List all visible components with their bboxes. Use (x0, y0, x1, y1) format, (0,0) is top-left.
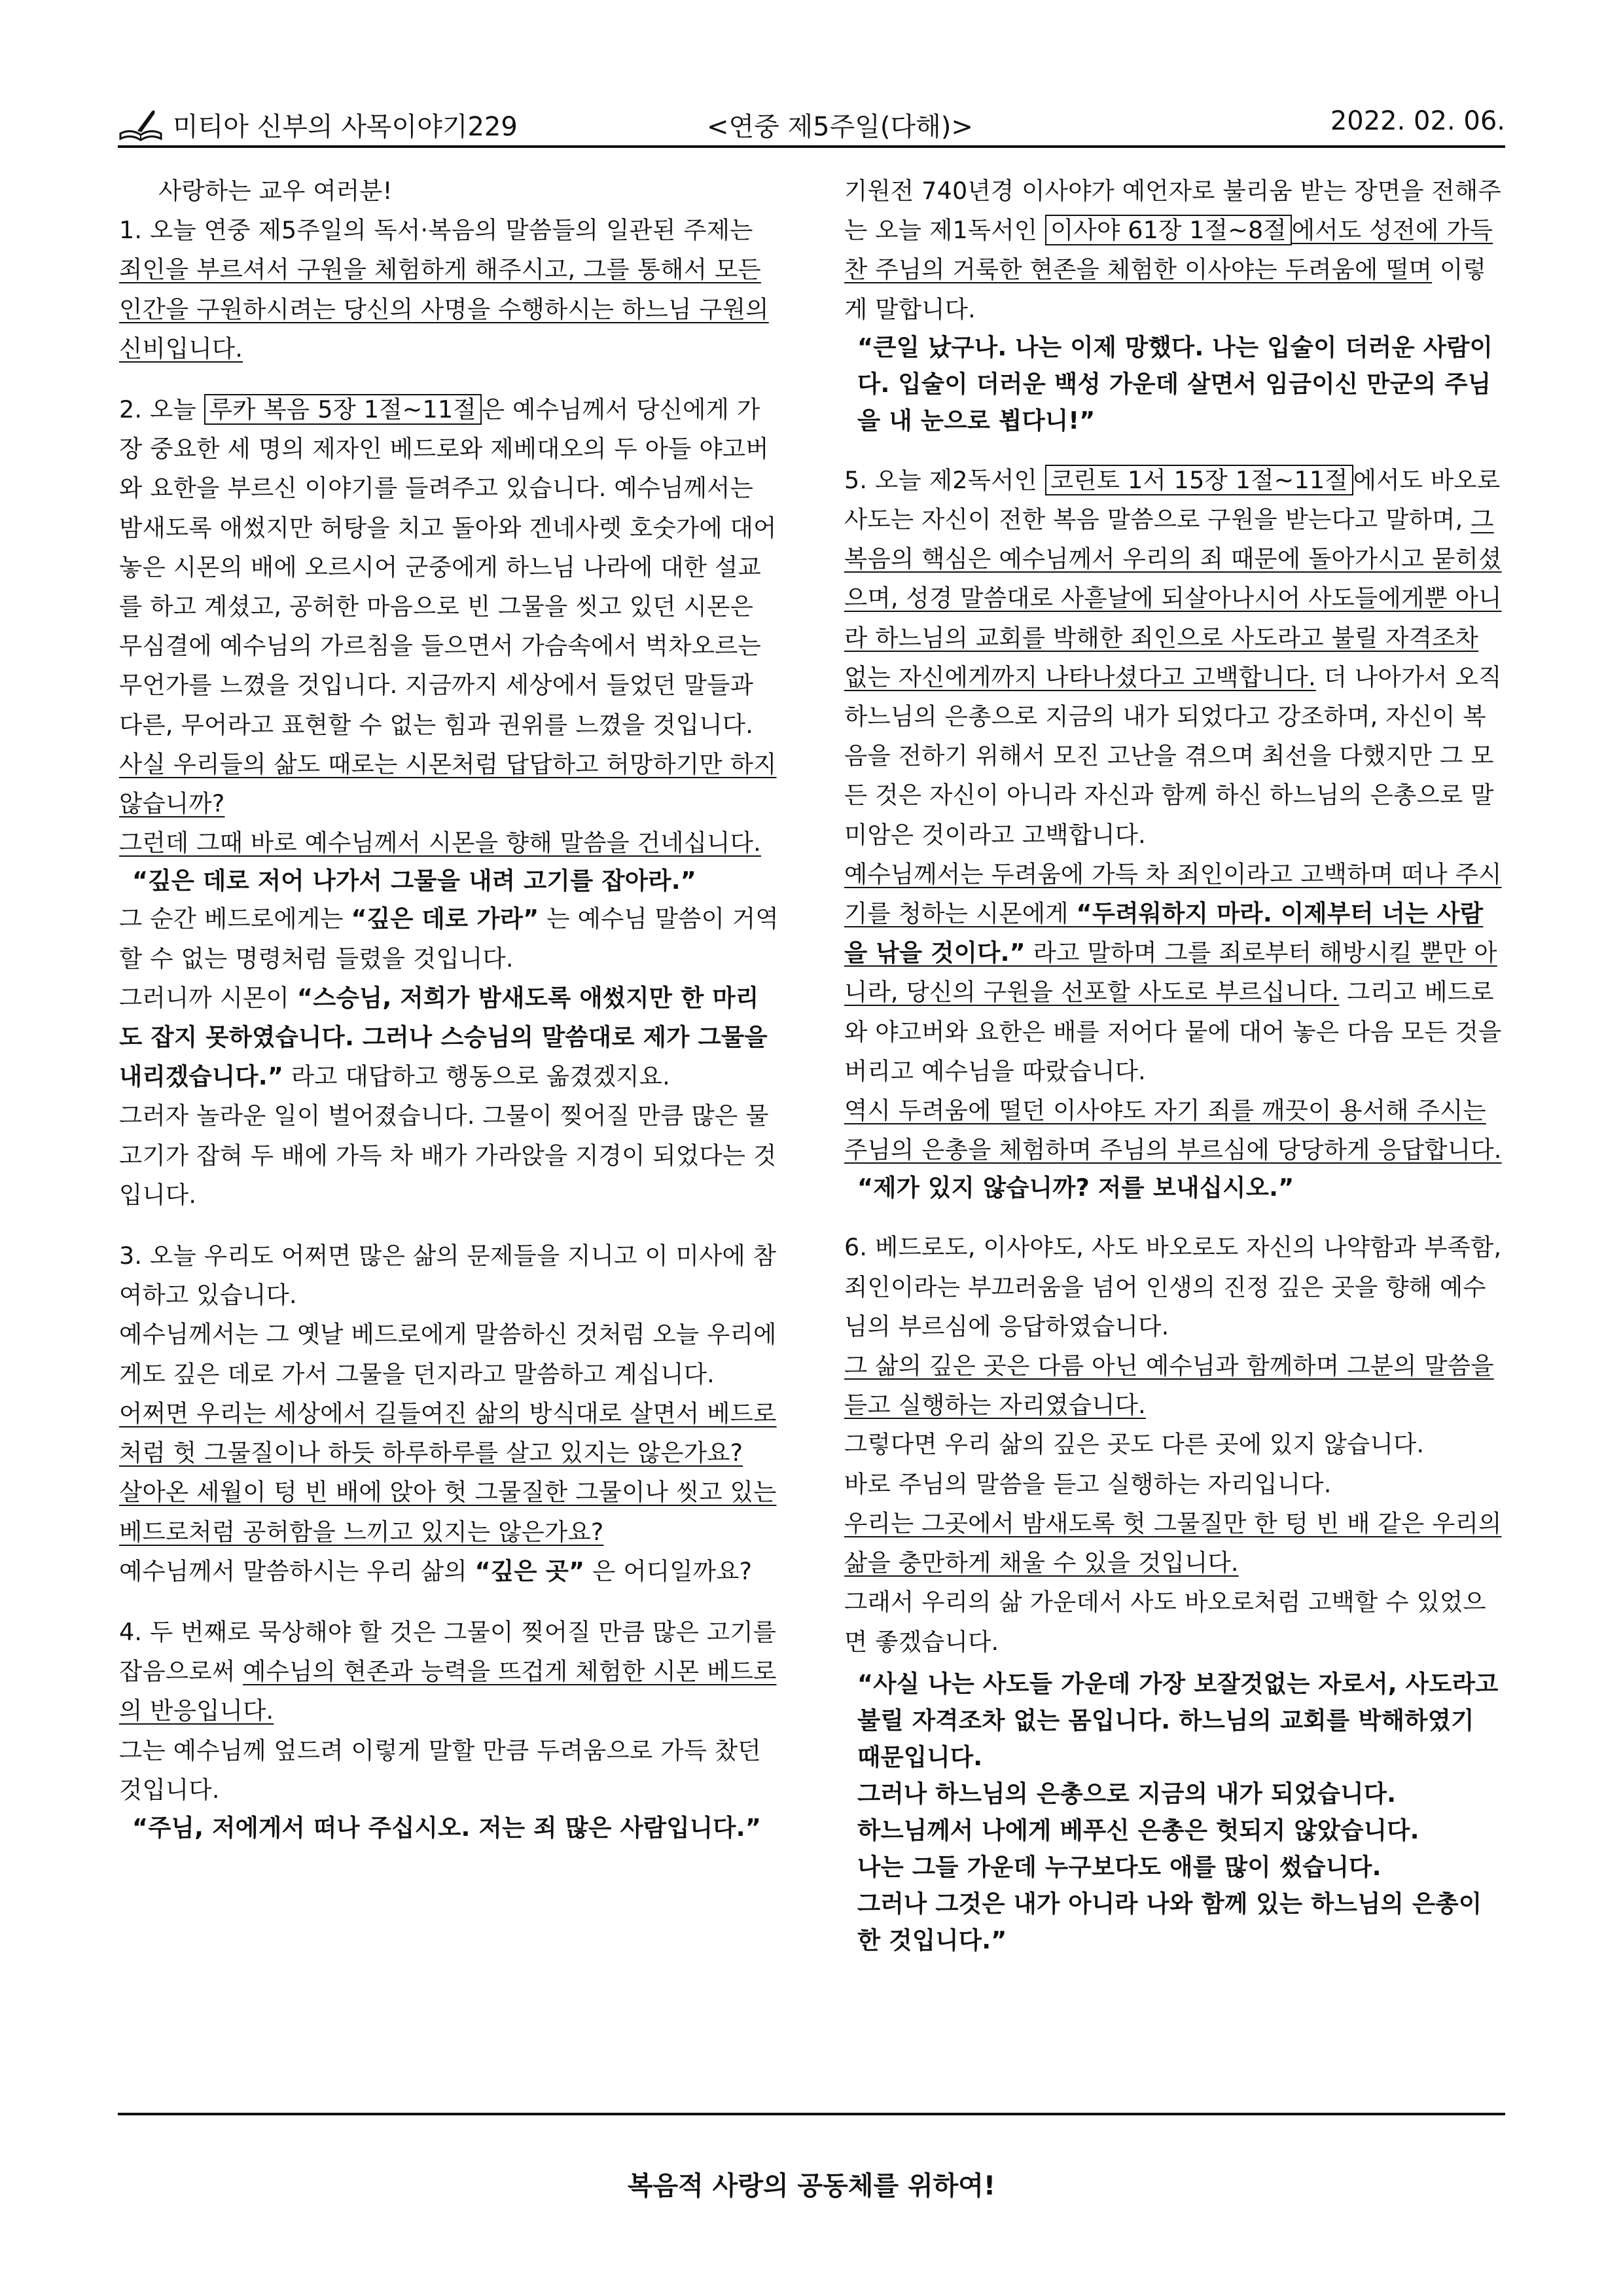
footer-divider (118, 2113, 1505, 2115)
paragraph-3-deep-place: 예수님께서 말씀하시는 우리 삶의 “깊은 곳” 은 어디일까요? (119, 1556, 753, 1585)
paragraph-2-transition: 그런데 그때 바로 예수님께서 시몬을 향해 말씀을 건네십니다. (119, 829, 761, 857)
paragraph-3: 3. 오늘 우리도 어쩌면 많은 삶의 문제들을 지니고 이 미사에 참여하고 있습니다. (119, 1242, 777, 1310)
paragraph-isaiah: 기원전 740년경 이사야가 예언자로 불리움 받는 장면을 전해주는 오늘 제1독서인 이사야 61장 1절~8절 에서도 성전에 가득 찬 주님의 거룩한 현존을 체험한 이사야는 두려움에 떨며 이렇게 말합니다. (844, 177, 1501, 323)
quote-depart-from-me: “주님, 저에게서 떠나 주십시오. 저는 죄 많은 사람입니다.” (132, 1813, 762, 1842)
paragraph-1: 1. 오늘 연중 제5주일의 독서·복음의 말씀들의 일관된 주제는 죄인을 부르셔서 구원을 체험하게 해주시고, 그를 통해서 모든 인간을 구원하시려는 당신의 사명을 수행하시는 하느님 구원의 신비입니다. (119, 216, 769, 363)
paragraph-3-call: 예수님께서는 그 옛날 베드로에게 말씀하신 것처럼 오늘 우리에게도 깊은 데로 가서 그물을 던지라고 말씀하고 계십니다. (119, 1320, 777, 1388)
right-column (844, 171, 1505, 1964)
paragraph-5-calling: 예수님께서는 두려움에 가득 차 죄인이라고 고백하며 떠나 주시기를 청하는 시몬에게 “두려워하지 마라. 이제부터 너는 사람을 낚을 것이다.” 라고 말하며 그를 죄로부터 해방시킬 뿐만 아니라, 당신의 구원을 선포할 사도로 부르십니다. 그리고 베드로와 야고버와 요한은 배를 저어다 뭍에 대어 놓은 다음 모든 것을 버리고 예수님을 따랐습니다. (844, 859, 1502, 1085)
quote-isaiah: “큰일 났구나. 나는 이제 망했다. 나는 입술이 더러운 사람이다. 입술이 더러운 백성 가운데 살면서 임금이신 만군의 주님을 내 눈으로 뵙다니!” (857, 332, 1493, 435)
paragraph-2: 2. 오늘 루카 복음 5장 1절~11절 은 예수님께서 당신에게 가장 중요한 세 명의 제자인 베드로와 제베대오의 두 아들 야고버와 요한을 부르신 이야기를 들려주고 있습니다. 예수님께서는 밤새도록 애썼지만 허탕을 치고 돌아와 겐네사렛 호숫가에 대어 놓은 시몬의 배에 오르시어 군중에게 하느님 나라에 대한 설교를 하고 계셨고, 공허한 마음으로 빈 그물을 씻고 있던 시몬은 무심결에 예수님의 가르침을 들으면서 가슴속에서 벅차오르는 무언가를 느꼈을 것입니다. 지금까지 세상에서 들었던 말들과 다른, 무어라고 표현할 수 없는 힘과 권위를 느꼈을 것입니다. (119, 395, 777, 739)
header-divider (118, 145, 1505, 148)
scripture-reference: 코린토 1서 15장 1절~11절 (1045, 465, 1353, 495)
quote-paul: “사실 나는 사도들 가운데 가장 보잘것없는 자로서, 사도라고 불릴 자격조차 없는 몸입니다. 하느님의 교회를 박해하였기 때문입니다. 그러나 하느님의 은총으로 지금의 내가 되었습니다. 하느님께서 나에게 베푸신 은총은 헛되지 않았습니다. 나는 그들 가운데 누구보다도 애를 많이 썼습니다. 그러나 그것은 내가 아니라 나와 함께 있는 하느님의 은총이 한 것입니다.” (857, 1669, 1499, 1954)
paragraph-2-miracle: 그러자 놀라운 일이 벌어졌습니다. 그물이 찢어질 만큼 많은 물고기가 잡혀 두 배에 가득 차 배가 가라앉을 지경이 되었다는 것입니다. (119, 1102, 777, 1209)
paragraph-6-confess: 그래서 우리의 삶 가운데서 사도 바오로처럼 고백할 수 있었으면 좋겠습니다. (844, 1588, 1486, 1656)
paragraph-2-simon: 그러니까 시몬이 “스승님, 저희가 밤새도록 애썼지만 한 마리도 잡지 못하였습니다. 그러나 스승님의 말씀대로 제가 그물을 내리겠습니다.” 라고 대답하고 행동으로 옮겼겠지요. (119, 983, 768, 1091)
book-quill-icon (118, 107, 164, 143)
paragraph-6-word: 바로 주님의 말씀을 듣고 실행하는 자리입니다. (844, 1469, 1332, 1498)
quote-deep-water: “깊은 데로 저어 나가서 그물을 내려 고기를 잡아라.” (132, 867, 696, 895)
scripture-reference: 이사야 61장 1절~8절 (1045, 215, 1292, 245)
header-liturgical-day: <연중 제5주일(다해)> (707, 112, 973, 142)
paragraph-2-response: 그 순간 베드로에게는 “깊은 데로 가라” 는 예수님 말씀이 거역할 수 없는 명령처럼 들렸을 것입니다. (119, 905, 779, 973)
paragraph-6-fulfil: 우리는 그곳에서 밤새도록 헛 그물질만 한 텅 빈 배 같은 우리의 삶을 충만하게 채울 수 있을 것입니다. (844, 1509, 1502, 1577)
scripture-reference: 루카 복음 5장 1절~11절 (204, 394, 482, 425)
paragraph-3-question-2: 살아온 세월이 텅 빈 배에 앉아 헛 그물질한 그물이나 씻고 있는 베드로처럼 공허함을 느끼고 있지는 않은가요? (119, 1478, 777, 1546)
paragraph-4-fear: 그는 예수님께 엎드려 이렇게 말할 만큼 두려움으로 가득 찼던 것입니다. (119, 1736, 761, 1804)
footer-motto: 복음적 사랑의 공동체를 위하여! (627, 2171, 996, 2201)
paragraph-6: 6. 베드로도, 이사야도, 사도 바오로도 자신의 나약함과 부족함, 죄인이라는 부끄러움을 넘어 인생의 진정 깊은 곳을 향해 예수님의 부르심에 응답하였습니다. (844, 1233, 1502, 1340)
paragraph-5-isaiah-answer: 역시 두려움에 떨던 이사야도 자기 죄를 깨끗이 용서해 주시는 주님의 은총을 체험하며 주님의 부르심에 당당하게 응답합니다. (844, 1096, 1502, 1164)
paragraph-2-question: 사실 우리들의 삶도 때로는 시몬처럼 답답하고 허망하기만 하지 않습니까? (119, 749, 777, 818)
paragraph-4: 4. 두 번째로 묵상해야 할 것은 그물이 찢어질 만큼 많은 고기를 잡음으로써 예수님의 현존과 능력을 뜨겁게 체험한 시몬 베드로의 반응입니다. (119, 1617, 777, 1725)
left-column (119, 171, 780, 1846)
paragraph-5: 5. 오늘 제2독서인 코린토 1서 15장 1절~11절 에서도 바오로 사도는 자신이 전한 복음 말씀으로 구원을 받는다고 말하며, 그 복음의 핵심은 예수님께서 우리의 죄 때문에 돌아가시고 묻히셨으며, 성경 말씀대로 사흗날에 되살아나시어 사도들에게뿐 아니라 하느님의 교회를 박해한 죄인으로 사도라고 불릴 자격조차 없는 자신에게까지 나타나셨다고 고백합니다. 더 나아가서 오직 하느님의 은총으로 지금의 내가 되었다고 강조하며, 자신이 복음을 전하기 위해서 모진 고난을 겪으며 최선을 다했지만 그 모든 것은 자신이 아니라 자신과 함께 하신 하느님의 은총으로 말미암은 것이라고 고백합니다. (844, 465, 1502, 849)
paragraph-6-not-elsewhere: 그렇다면 우리 삶의 깊은 곳도 다른 곳에 있지 않습니다. (844, 1430, 1425, 1459)
paragraph-6-deep-place: 그 삶의 깊은 곳은 다름 아닌 예수님과 함께하며 그분의 말씀을 듣고 실행하는 자리였습니다. (844, 1352, 1494, 1420)
header-date: 2022. 02. 06. (1330, 106, 1505, 136)
greeting: 사랑하는 교우 여러분! (158, 177, 393, 205)
header-series (118, 106, 518, 143)
paragraph-3-question-1: 어쩌면 우리는 세상에서 길들여진 삶의 방식대로 살면서 베드로처럼 헛 그물질이나 하듯 하루하루를 살고 있지는 않은가요? (119, 1399, 777, 1467)
page-header (118, 98, 1505, 144)
header-series-title: 미티아 신부의 사목이야기229 (173, 112, 518, 142)
quote-send-me: “제가 있지 않습니까? 저를 보내십시오.” (857, 1174, 1294, 1202)
